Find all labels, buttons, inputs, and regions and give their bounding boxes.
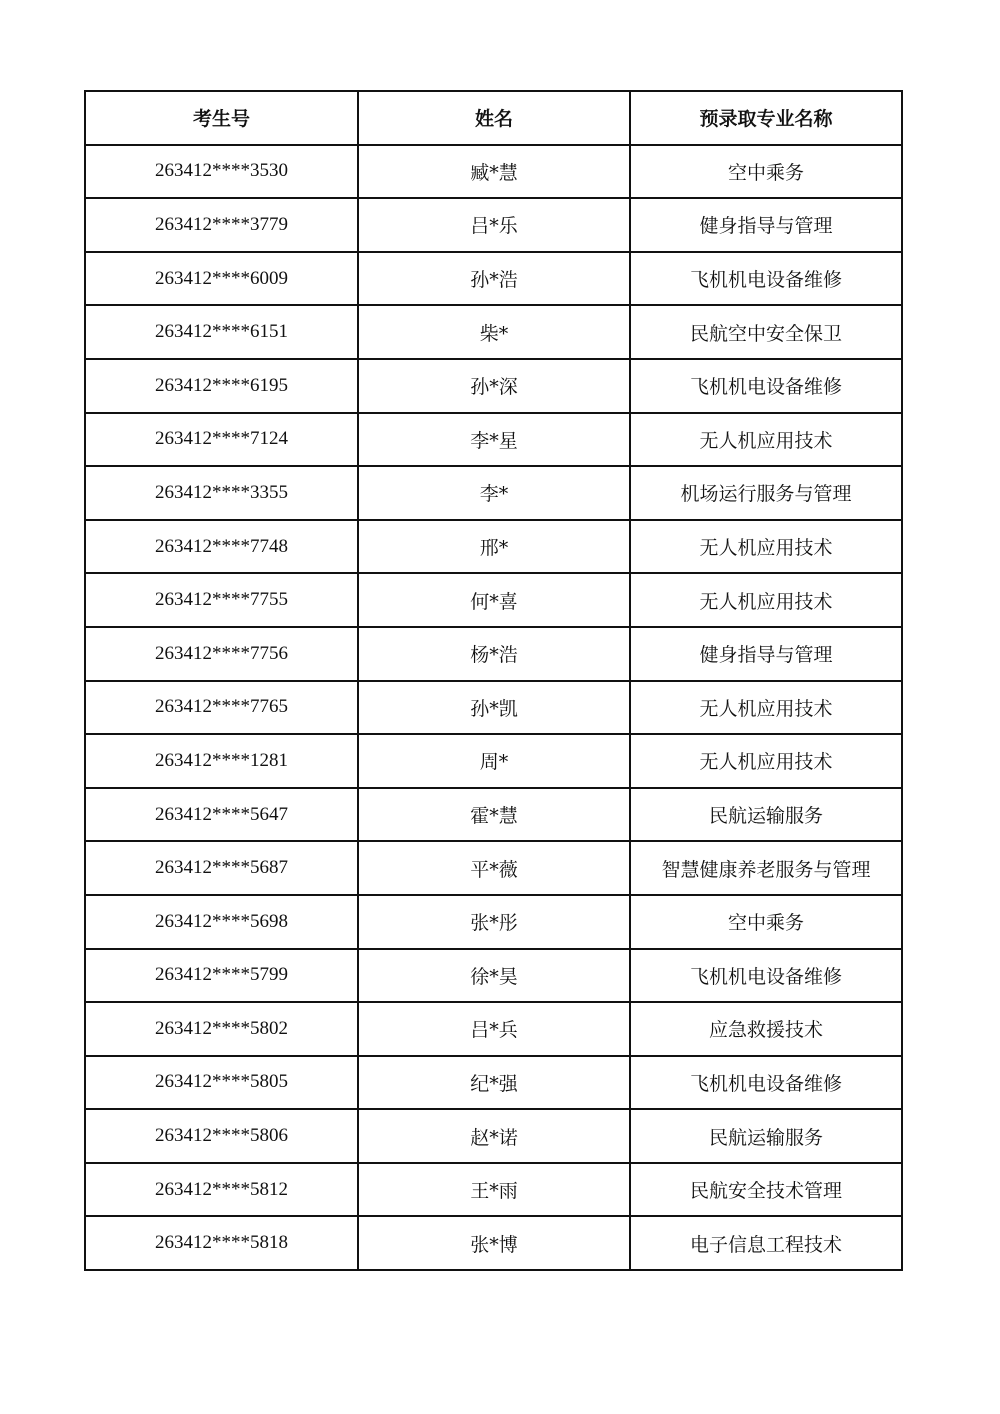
table-header-row (85, 91, 902, 145)
major-name-cell: 飞机机电设备维修 (630, 1056, 902, 1110)
table-row (85, 1002, 902, 1056)
major-name-cell: 空中乘务 (630, 895, 902, 949)
exam-number-cell: 263412****5698 (85, 895, 358, 949)
table-row (85, 359, 902, 413)
student-name-cell: 杨*浩 (358, 627, 630, 681)
table-row (85, 681, 902, 735)
exam-number-cell: 263412****7748 (85, 520, 358, 574)
exam-number-cell: 263412****5799 (85, 949, 358, 1003)
header-exam-number: 考生号 (85, 91, 358, 145)
major-name-cell: 民航空中安全保卫 (630, 305, 902, 359)
exam-number-cell: 263412****5806 (85, 1109, 358, 1163)
student-name-cell: 李*星 (358, 413, 630, 467)
table-row (85, 1216, 902, 1270)
exam-number-cell: 263412****7755 (85, 573, 358, 627)
exam-number-cell: 263412****7756 (85, 627, 358, 681)
student-name-cell: 王*雨 (358, 1163, 630, 1217)
student-name-cell: 纪*强 (358, 1056, 630, 1110)
major-name-cell: 无人机应用技术 (630, 520, 902, 574)
major-name-cell: 机场运行服务与管理 (630, 466, 902, 520)
major-name-cell: 无人机应用技术 (630, 573, 902, 627)
student-name-cell: 张*彤 (358, 895, 630, 949)
major-name-cell: 民航运输服务 (630, 788, 902, 842)
admission-list-table (84, 90, 903, 1271)
student-name-cell: 吕*兵 (358, 1002, 630, 1056)
exam-number-cell: 263412****3530 (85, 145, 358, 199)
student-name-cell: 臧*慧 (358, 145, 630, 199)
major-name-cell: 健身指导与管理 (630, 627, 902, 681)
major-name-cell: 民航运输服务 (630, 1109, 902, 1163)
table-row (85, 198, 902, 252)
table-row (85, 841, 902, 895)
major-name-cell: 无人机应用技术 (630, 413, 902, 467)
major-name-cell: 飞机机电设备维修 (630, 359, 902, 413)
exam-number-cell: 263412****5812 (85, 1163, 358, 1217)
exam-number-cell: 263412****6009 (85, 252, 358, 306)
major-name-cell: 飞机机电设备维修 (630, 949, 902, 1003)
table-row (85, 949, 902, 1003)
student-name-cell: 吕*乐 (358, 198, 630, 252)
exam-number-cell: 263412****5647 (85, 788, 358, 842)
student-name-cell: 张*博 (358, 1216, 630, 1270)
admission-list-table-container (84, 90, 901, 1271)
student-name-cell: 周* (358, 734, 630, 788)
table-row (85, 466, 902, 520)
table-row (85, 305, 902, 359)
student-name-cell: 霍*慧 (358, 788, 630, 842)
exam-number-cell: 263412****5805 (85, 1056, 358, 1110)
header-name: 姓名 (358, 91, 630, 145)
major-name-cell: 应急救援技术 (630, 1002, 902, 1056)
table-row (85, 1056, 902, 1110)
student-name-cell: 邢* (358, 520, 630, 574)
exam-number-cell: 263412****5687 (85, 841, 358, 895)
table-row (85, 1109, 902, 1163)
exam-number-cell: 263412****3779 (85, 198, 358, 252)
student-name-cell: 孙*深 (358, 359, 630, 413)
student-name-cell: 何*喜 (358, 573, 630, 627)
table-row (85, 1163, 902, 1217)
table-row (85, 413, 902, 467)
exam-number-cell: 263412****3355 (85, 466, 358, 520)
student-name-cell: 孙*浩 (358, 252, 630, 306)
exam-number-cell: 263412****7124 (85, 413, 358, 467)
table-row (85, 788, 902, 842)
exam-number-cell: 263412****5818 (85, 1216, 358, 1270)
exam-number-cell: 263412****1281 (85, 734, 358, 788)
major-name-cell: 电子信息工程技术 (630, 1216, 902, 1270)
major-name-cell: 民航安全技术管理 (630, 1163, 902, 1217)
exam-number-cell: 263412****6151 (85, 305, 358, 359)
major-name-cell: 健身指导与管理 (630, 198, 902, 252)
exam-number-cell: 263412****6195 (85, 359, 358, 413)
student-name-cell: 赵*诺 (358, 1109, 630, 1163)
table-row (85, 573, 902, 627)
student-name-cell: 孙*凯 (358, 681, 630, 735)
major-name-cell: 无人机应用技术 (630, 681, 902, 735)
table-row (85, 252, 902, 306)
student-name-cell: 平*薇 (358, 841, 630, 895)
table-row (85, 734, 902, 788)
major-name-cell: 飞机机电设备维修 (630, 252, 902, 306)
exam-number-cell: 263412****7765 (85, 681, 358, 735)
header-major: 预录取专业名称 (630, 91, 902, 145)
table-row (85, 145, 902, 199)
table-row (85, 895, 902, 949)
table-row (85, 520, 902, 574)
student-name-cell: 徐*昊 (358, 949, 630, 1003)
major-name-cell: 智慧健康养老服务与管理 (630, 841, 902, 895)
student-name-cell: 柴* (358, 305, 630, 359)
table-row (85, 627, 902, 681)
major-name-cell: 空中乘务 (630, 145, 902, 199)
student-name-cell: 李* (358, 466, 630, 520)
major-name-cell: 无人机应用技术 (630, 734, 902, 788)
exam-number-cell: 263412****5802 (85, 1002, 358, 1056)
